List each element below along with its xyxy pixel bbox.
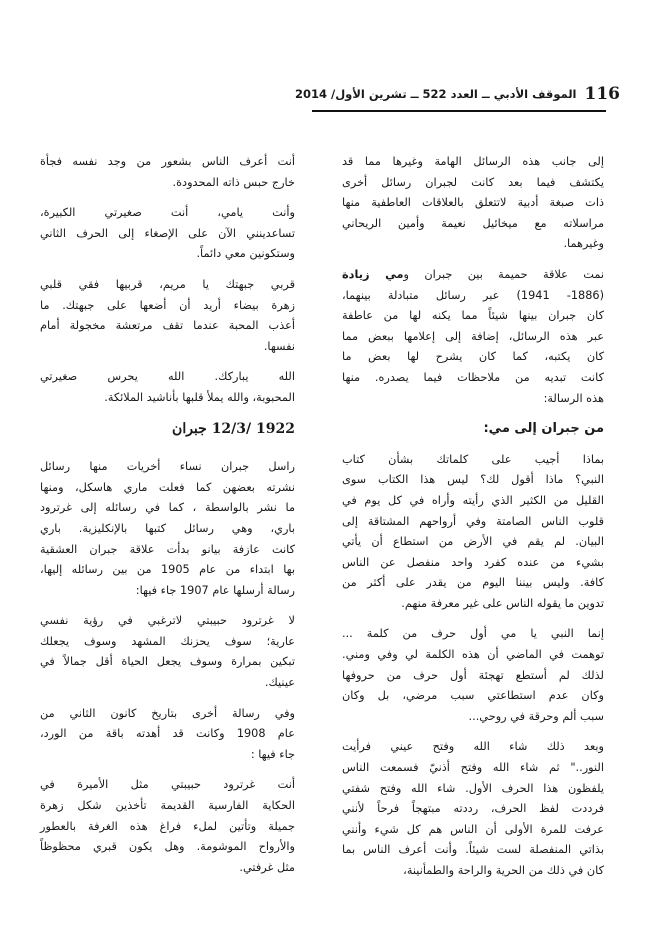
text-line: كافة. وليس بيننا اليوم من يقدر على أكثر من	[342, 576, 604, 590]
text-line: بشيء من عنده كفرد واحد منفصل عن الناس	[342, 555, 604, 569]
text-line: مراسلاته مع ميخائيل نعيمة وأمين الريحاني	[342, 216, 604, 230]
text-line: عرفت للمرة الأولى أن الناس هم كل شيء وأنني	[342, 822, 604, 836]
text-line: قربي جبهتك يا مريم، قربيها فقي قلبي	[40, 277, 295, 291]
paragraph	[40, 203, 295, 265]
text-line: النبي؟ ماذا أقول لك؟ ليس هذا الكتاب سوى	[342, 473, 604, 487]
header-rule	[312, 110, 606, 112]
text-line: كانت عازفة بيانو بدأت علاقة جبران العشقية	[40, 542, 295, 556]
text-line: بذاتي المنفصلة لست شيئاً. وأنت أعرف الناس بما	[342, 843, 604, 857]
text-line: باري، وهي رسائل كتبها بالإنكليزية. باري	[40, 521, 295, 535]
text-line: بها ابتداء من عام 1905 من بين رسائله إليها،	[40, 563, 295, 577]
text-line: فرددت لفظ الحرف، رددته مبتهجاً فرحاً لأنني	[342, 802, 604, 816]
left-column	[40, 152, 295, 888]
paragraph	[342, 450, 604, 615]
text-line: نشرته بعضهن كما فعلت ماري هاسكل، ومنها	[40, 480, 295, 494]
paragraph	[342, 624, 604, 727]
text-line: لذلك لم أستطع تهجئة أول حرف من حروفها	[342, 668, 604, 682]
running-title: الموقف الأدبي ــ العدد 522 ــ تشرين الأول/ 2014	[294, 87, 577, 101]
text-line: المحبوبة، والله يملأ قلبها بأناشيد الملائكة.	[104, 390, 295, 404]
text-line: سبب ألم وحرقة في روحي...	[468, 709, 604, 723]
text-line: كان جبران بينها شيئاً مما يكنه لها من عاطفة	[342, 309, 604, 323]
text-line: وفي رسالة أخرى بتاريخ كانون الثاني من	[40, 706, 295, 720]
text-line: يلفظون هذا الحرف الأول. شاء الله وفتح شفتي	[342, 781, 604, 795]
text-line: مثل غرفتي.	[239, 860, 295, 874]
person-name: مي زيادة	[342, 267, 404, 281]
text-line: لا غرترود حبيبتي لاترغبي في رؤية نفسي	[40, 614, 295, 628]
text-line: إنما النبي يا مي أول حرف من كلمة ...	[342, 627, 604, 641]
text-line: نفسها.	[263, 339, 295, 353]
section-subheading: من جبران إلى مي:	[483, 421, 604, 437]
text-line: يكتشف فيما بعد كانت لجبران رسائل أخرى	[342, 175, 604, 189]
text-line: والأرواح الموشومة. وهل يكون قبري محظوظاً	[40, 840, 295, 854]
paragraph	[342, 265, 604, 409]
text-line: (1886- 1941) عبر رسائل متبادلة بينهما،	[342, 288, 604, 302]
text-line: تدوين ما يقوله الناس على غير معرفة منهم.	[401, 596, 604, 610]
paragraph	[40, 152, 295, 193]
text-line: عارية؛ سوف يحزنك المشهد وسوف يجعلك	[40, 634, 295, 648]
text-line: وكان عدم استطاعتي سبب مرضي، بل وكان	[342, 689, 604, 703]
text-line: القليل من الكثير الذي رأيته وأراه في كل يوم في	[342, 493, 604, 507]
paragraph	[40, 611, 295, 693]
text-line: أعذب المحبة عندما تقف مرتعشة مخجولة أمام	[40, 319, 295, 333]
page-header	[294, 84, 620, 104]
paragraph	[40, 775, 295, 878]
text-line: أنت أعرف الناس بشعور من وجد نفسه فجأة	[40, 155, 295, 168]
text-line: ما نشر بالواسطة ، كما في رسائله إلى غرترود	[40, 501, 295, 515]
text-line: كان يكتبه، كما كان يشرح لها بعض ما	[342, 350, 604, 364]
text-line: الله يباركك. الله يحرس صغيرتي	[40, 370, 295, 384]
text-line: وبعد ذلك شاء الله وفتح عيني فرأيت	[342, 740, 604, 754]
letter-signature-date: 1922 /12/3 جبران	[172, 420, 295, 437]
text-line: جاء فيها :	[250, 747, 295, 761]
paragraph	[40, 367, 295, 408]
text-line: زهرة بيضاء أريد أن أضعها على جبهتك. ما	[40, 298, 295, 312]
paragraph	[40, 704, 295, 766]
text-line: رسالة أرسلها عام 1907 جاء فيها:	[135, 583, 295, 597]
text-line: النور.." ثم شاء الله وفتح أذنيّ فسمعت الناس	[342, 761, 604, 775]
text-line: توهمت في الماضي أن هذه الكلمة لي وفي ومني.	[342, 648, 604, 662]
text-line	[342, 265, 604, 286]
text-line: ذات صبغة أدبية لاتتعلق بالعلاقات العاطفية منها	[342, 196, 604, 210]
text-line: وأنت يامي، أنت صغيرتي الكبيرة،	[40, 206, 295, 220]
text-line: بماذا أجيب على كلماتك بشأن كتاب	[342, 452, 604, 466]
text-line: قلوب الناس الصامتة وفي أرواحهم المشتاقة إلى	[342, 514, 604, 528]
text-line: وغيرهما.	[563, 237, 604, 251]
text-line: البيان. لم يقم في الأرض من استطاع أن يأتي	[342, 535, 604, 549]
text-line: راسل جبران نساء أخريات منها رسائل	[40, 460, 295, 474]
text-line: عبر هذه الرسائل، إضافة إلى إعلامها ببعض مما	[342, 329, 604, 343]
right-column	[342, 152, 604, 892]
text-line: تساعدينني الآن على الإصغاء إلى الحرف الثاني	[40, 226, 295, 240]
text-line: تبكين بمرارة وسوف يجعل الحياة أقل جمالاً في	[40, 655, 295, 669]
text-line: كان في ذلك من الحرية والراحة والطمأنينة،	[403, 864, 604, 877]
text-line: عام 1908 وكانت قد أهدته باقة من الورد،	[40, 727, 295, 741]
text-line: أنت غرترود حبيبتي مثل الأميرة في	[40, 778, 295, 792]
text-line: وستكونين معي دائماً.	[196, 247, 295, 261]
text-line: هذه الرسالة:	[543, 391, 604, 405]
paragraph	[342, 152, 604, 255]
text-line: كانت تبديه من ملاحظات فيما يصدره. منها	[342, 370, 604, 384]
text-line: الحكاية الفارسية القديمة تأخذين شكل زهرة	[40, 799, 295, 813]
paragraph	[40, 457, 295, 601]
paragraph	[40, 275, 295, 357]
text-line: إلى جانب هذه الرسائل الهامة وغيرها مما قد	[342, 155, 604, 168]
text-run: نمت علاقة حميمة بين جبران و	[403, 267, 605, 281]
text-line: عينيك.	[264, 676, 295, 690]
text-line: خارج حبس ذاته المحدودة.	[172, 175, 295, 189]
page-number: 116	[584, 84, 620, 104]
paragraph	[342, 737, 604, 881]
text-line: جميلة وتأتين لملء فراغ هذه الغرفة بالعطور	[40, 819, 295, 833]
